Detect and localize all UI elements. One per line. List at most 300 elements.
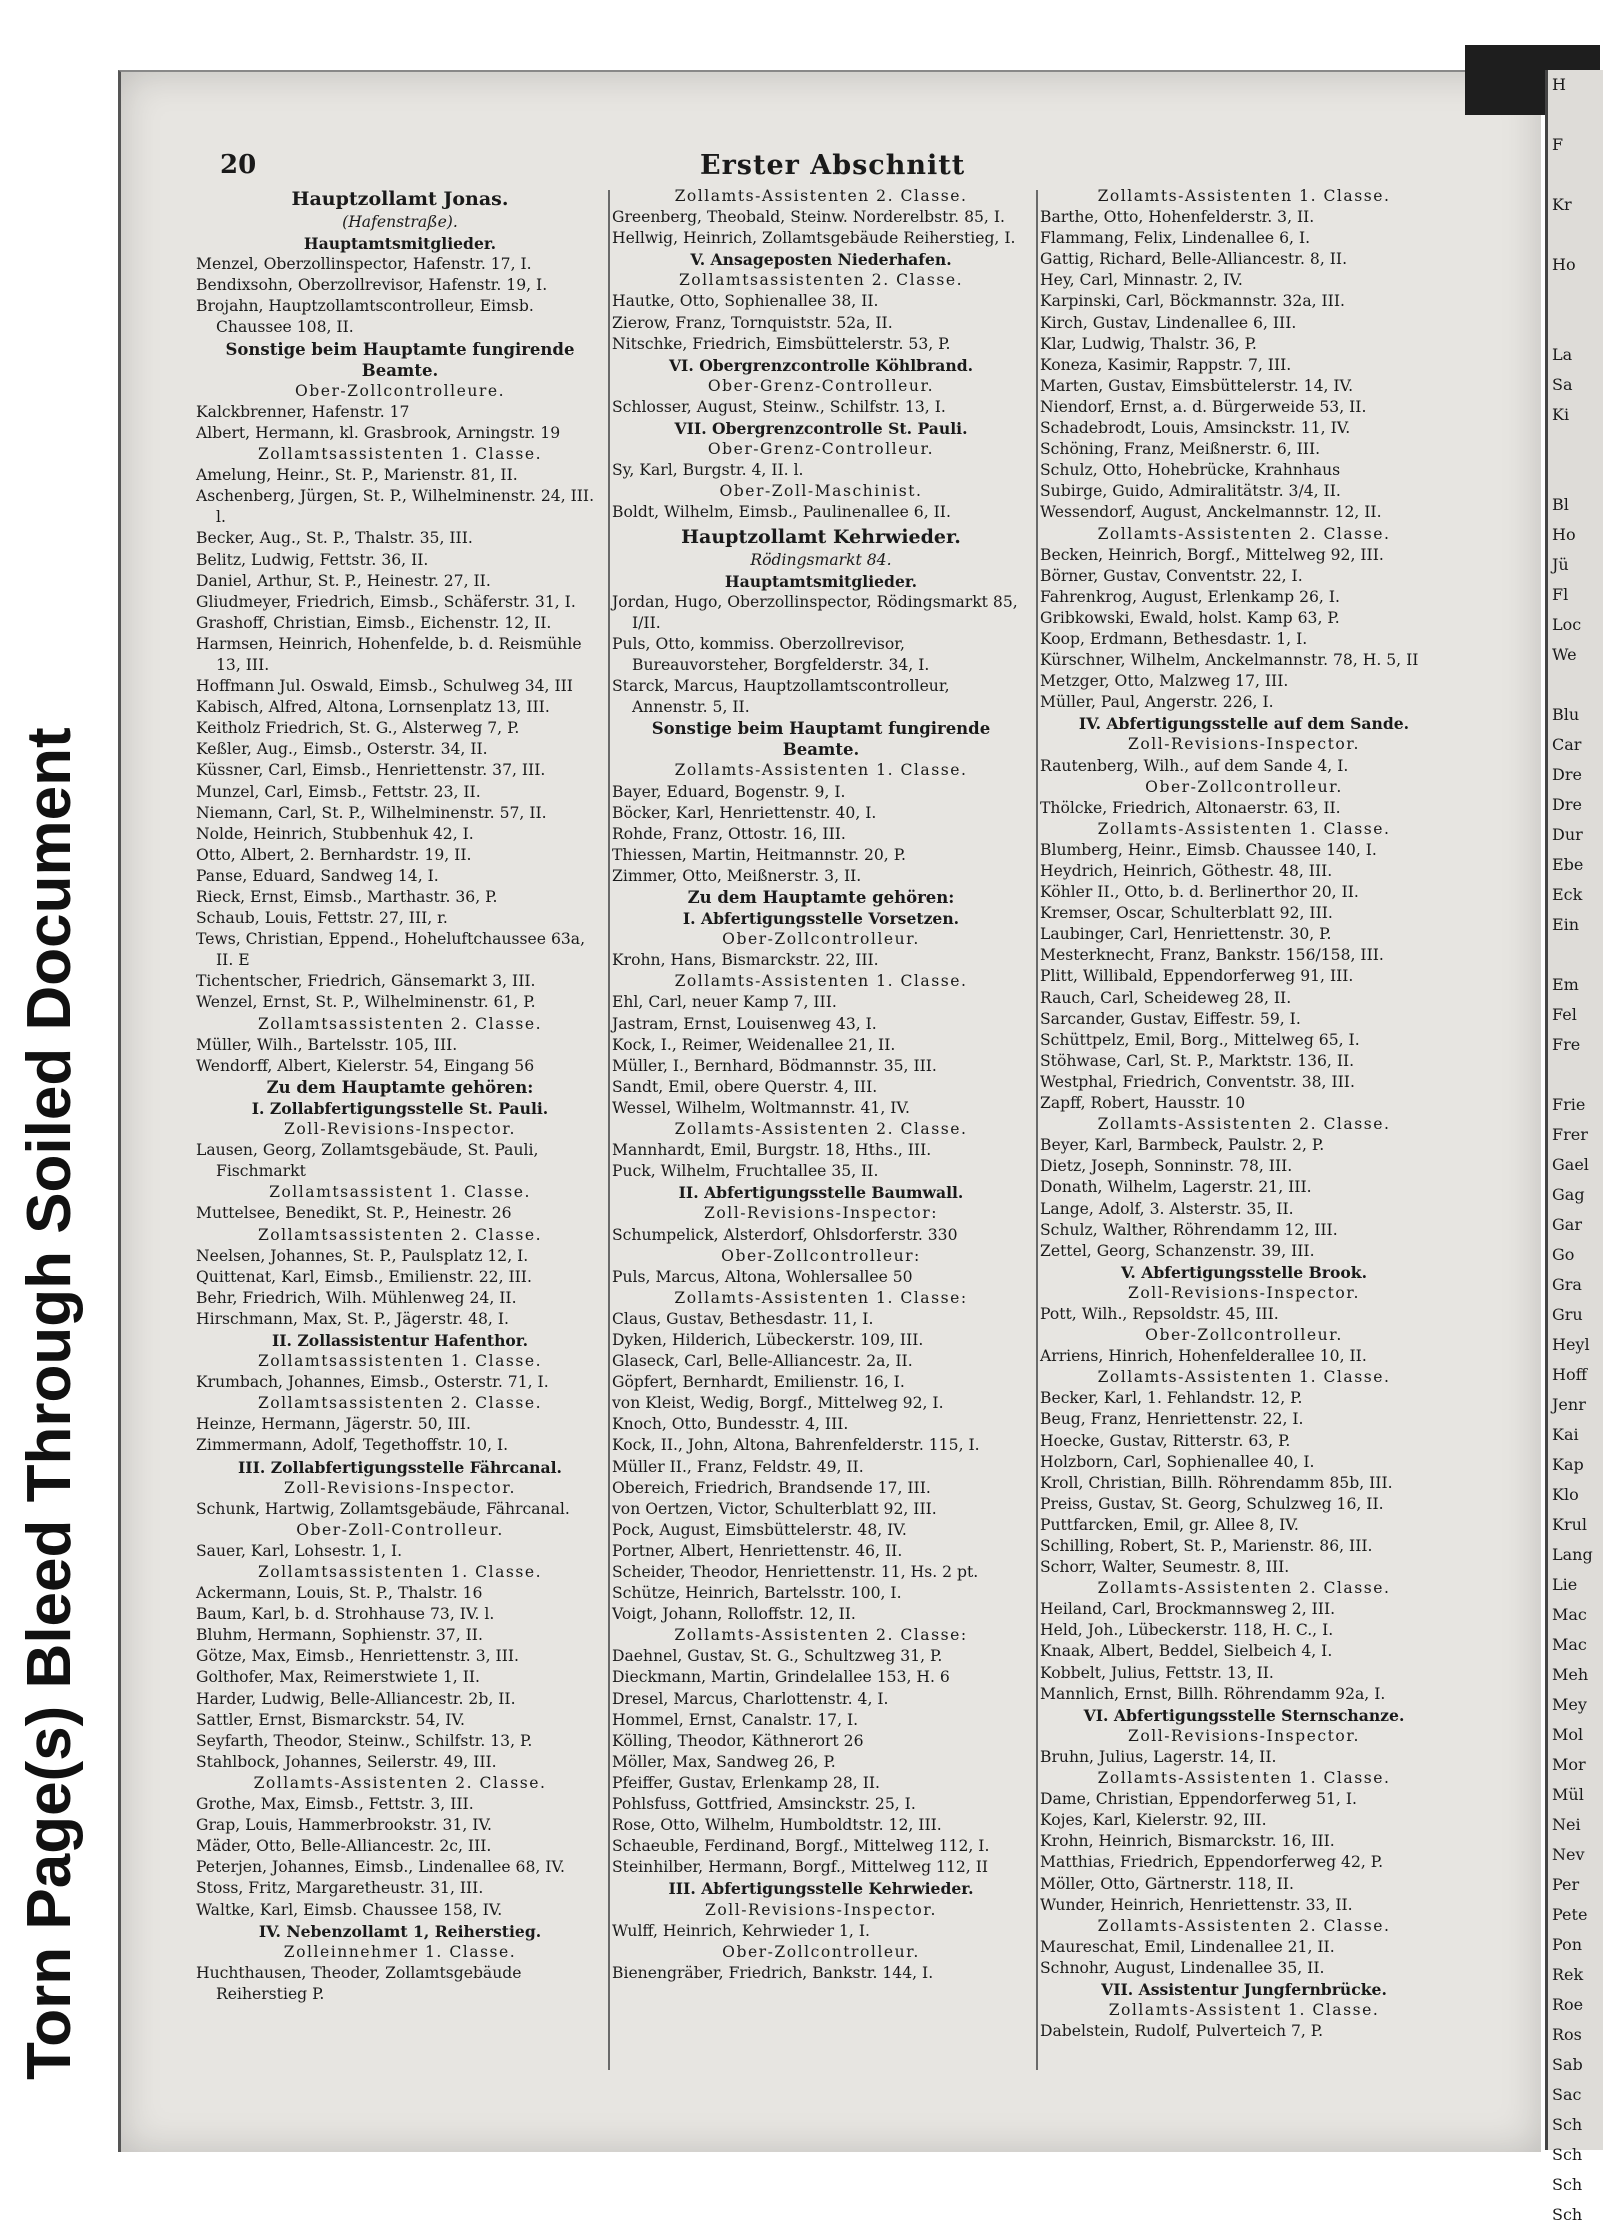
- section-heading: I. Zollabfertigungsstelle St. Pauli.: [251, 1098, 549, 1118]
- directory-entry: Daehnel, Gustav, St. G., Schultzweg 31, P.: [612, 1647, 943, 1666]
- rank-heading: Zoll-Revisions-Inspector.: [1128, 735, 1360, 754]
- directory-entry: Mannlich, Ernst, Billh. Röhrendamm 92a, I.: [1040, 1684, 1386, 1703]
- directory-entry: Thölcke, Friedrich, Altonaerstr. 63, II.: [1040, 798, 1341, 817]
- directory-entry: Sattler, Ernst, Bismarckstr. 54, IV.: [196, 1710, 465, 1729]
- directory-entry: Götze, Max, Eimsb., Henriettenstr. 3, III.: [196, 1647, 519, 1666]
- adjacent-page-text: Klo: [1552, 1485, 1579, 1504]
- directory-entry: Nitschke, Friedrich, Eimsbüttelerstr. 53, P.: [612, 334, 951, 353]
- section-heading: VI. Obergrenzcontrolle Köhlbrand.: [668, 355, 974, 375]
- directory-entry: Börner, Gustav, Conventstr. 22, I.: [1040, 566, 1303, 585]
- directory-entry: von Oertzen, Victor, Schulterblatt 92, III.: [612, 1499, 937, 1518]
- directory-entry: Schöning, Franz, Meißnerstr. 6, III.: [1040, 440, 1321, 459]
- section-heading: VII. Obergrenzcontrolle St. Pauli.: [674, 419, 968, 439]
- directory-entry: Tews, Christian, Eppend., Hoheluftchaussee 63a, II. E: [196, 930, 586, 970]
- directory-entry: Pock, August, Eimsbüttelerstr. 48, IV.: [612, 1520, 907, 1539]
- directory-entry: Bienengräber, Friedrich, Bankstr. 144, I.: [612, 1963, 934, 1982]
- adjacent-page-text: Gra: [1552, 1275, 1582, 1294]
- rank-heading: Zollamts-Assistenten 2. Classe.: [1097, 1115, 1391, 1134]
- directory-entry: Puttfarcken, Emil, gr. Allee 8, IV.: [1040, 1515, 1299, 1534]
- directory-entry: Zierow, Franz, Tornquiststr. 52a, II.: [612, 313, 893, 332]
- directory-entry: Plitt, Willibald, Eppendorferweg 91, III.: [1040, 967, 1354, 986]
- directory-entry: Puls, Marcus, Altona, Wohlersallee 50: [612, 1267, 913, 1286]
- directory-entry: Aschenberg, Jürgen, St. P., Wilhelminenstr. 24, III. l.: [196, 487, 595, 527]
- adjacent-page-text: Ki: [1552, 405, 1570, 424]
- adjacent-page-text: Sab: [1552, 2055, 1583, 2074]
- adjacent-page-text: Go: [1552, 1245, 1575, 1264]
- directory-entry: Bruhn, Julius, Lagerstr. 14, II.: [1040, 1747, 1277, 1766]
- adjacent-page-text: Dre: [1552, 795, 1582, 814]
- adjacent-page-text: Rek: [1552, 1965, 1584, 1984]
- adjacent-page-text: Sch: [1552, 2145, 1583, 2164]
- adjacent-page-text: Pon: [1552, 1935, 1583, 1954]
- directory-entry: Schadebrodt, Louis, Amsinckstr. 11, IV.: [1040, 419, 1351, 438]
- rank-heading: Zoll-Revisions-Inspector:: [704, 1204, 938, 1223]
- directory-entry: Kock, I., Reimer, Weidenallee 21, II.: [612, 1035, 896, 1054]
- directory-entry: Schüttpelz, Emil, Borg., Mittelweg 65, I.: [1040, 1030, 1360, 1049]
- directory-entry: Quittenat, Karl, Eimsb., Emilienstr. 22, III.: [196, 1267, 532, 1286]
- directory-entry: Niendorf, Ernst, a. d. Bürgerweide 53, II.: [1040, 397, 1367, 416]
- adjacent-page-text: [1548, 160, 1603, 190]
- directory-entry: Mesterknecht, Franz, Bankstr. 156/158, III.: [1040, 946, 1384, 965]
- adjacent-page-text: [1548, 940, 1603, 970]
- section-heading: VI. Abfertigungsstelle Sternschanze.: [1083, 1705, 1405, 1725]
- adjacent-page-text: Krul: [1552, 1515, 1588, 1534]
- directory-entry: Thiessen, Martin, Heitmannstr. 20, P.: [612, 845, 906, 864]
- directory-entry: Heydrich, Heinrich, Göthestr. 48, III.: [1040, 862, 1333, 880]
- directory-entry: Krohn, Heinrich, Bismarckstr. 16, III.: [1040, 1832, 1335, 1851]
- condition-stamp: Torn Page(s) Bleed Through Soiled Document: [15, 727, 84, 2080]
- directory-entry: Beyer, Karl, Barmbeck, Paulstr. 2, P.: [1040, 1136, 1325, 1155]
- adjacent-page-text: Mor: [1552, 1755, 1586, 1774]
- directory-entry: Belitz, Ludwig, Fettstr. 36, II.: [196, 550, 429, 569]
- adjacent-page-text: Mey: [1552, 1695, 1587, 1714]
- rank-heading: Zoll-Revisions-Inspector.: [1128, 1283, 1360, 1302]
- adjacent-page-text: Loc: [1552, 615, 1582, 634]
- adjacent-page-text: Heyl: [1552, 1335, 1590, 1354]
- rank-heading: Ober-Zollcontrolleur.: [1145, 1326, 1343, 1345]
- directory-entry: Becker, Aug., St. P., Thalstr. 35, III.: [196, 529, 473, 548]
- directory-entry: Marten, Gustav, Eimsbüttelerstr. 14, IV.: [1040, 376, 1354, 395]
- directory-entry: Mannhardt, Emil, Burgstr. 18, Hths., III.: [612, 1141, 932, 1160]
- directory-entry: Gattig, Richard, Belle-Alliancestr. 8, II.: [1040, 250, 1348, 269]
- directory-entry: Seyfarth, Theodor, Steinw., Schilfstr. 13, P.: [196, 1731, 533, 1750]
- directory-entry: Hellwig, Heinrich, Zollamtsgebäude Reiherstieg, I.: [612, 229, 1016, 248]
- directory-entry: Puls, Otto, kommiss. Oberzollrevisor, Bureauvorsteher, Borgfelderstr. 34, I.: [612, 634, 930, 674]
- adjacent-page-text: Nev: [1552, 1845, 1585, 1864]
- adjacent-page-text: Kai: [1552, 1425, 1579, 1444]
- directory-entry: Pfeiffer, Gustav, Erlenkamp 28, II.: [612, 1773, 880, 1792]
- section-heading: I. Abfertigungsstelle Vorsetzen.: [682, 909, 960, 929]
- adjacent-page-text: Per: [1552, 1875, 1580, 1894]
- directory-entry: Kölling, Theodor, Käthnerort 26: [612, 1731, 864, 1750]
- directory-entry: Müller, Paul, Angerstr. 226, I.: [1040, 693, 1274, 712]
- directory-entry: Scheider, Theodor, Henriettenstr. 11, Hs. 2 pt.: [612, 1563, 979, 1581]
- directory-entry: Arriens, Hinrich, Hohenfelderallee 10, II.: [1040, 1347, 1367, 1366]
- adjacent-page-text: Dre: [1552, 765, 1582, 784]
- directory-entry: Donath, Wilhelm, Lagerstr. 21, III.: [1040, 1178, 1312, 1197]
- directory-entry: Blumberg, Heinr., Eimsb. Chaussee 140, I.: [1040, 840, 1377, 859]
- directory-entry: Boldt, Wilhelm, Eimsb., Paulinenallee 6, II.: [612, 503, 951, 522]
- adjacent-page-text: Fl: [1552, 585, 1569, 604]
- adjacent-page-text: Car: [1552, 735, 1582, 754]
- directory-entry: Harder, Ludwig, Belle-Alliancestr. 2b, II.: [196, 1689, 516, 1708]
- adjacent-page-text: Hoff: [1552, 1365, 1587, 1384]
- adjacent-page-text: [1548, 280, 1603, 310]
- directory-entry: Harmsen, Heinrich, Hohenfelde, b. d. Reismühle 13, III.: [196, 634, 582, 674]
- directory-entry: Stoss, Fritz, Margaretheustr. 31, III.: [196, 1879, 484, 1898]
- directory-entry: Maureschat, Emil, Lindenallee 21, II.: [1040, 1937, 1335, 1956]
- rank-heading: Ober-Grenz-Controlleur.: [707, 440, 935, 459]
- rank-heading: Zollamts-Assistent 1. Classe.: [1108, 2001, 1380, 2020]
- adjacent-page-text: Jü: [1552, 555, 1569, 574]
- directory-entry: Becker, Karl, 1. Fehlandstr. 12, P.: [1040, 1389, 1303, 1408]
- rank-heading: Zollamts-Assistenten 2. Classe.: [1097, 1916, 1391, 1935]
- directory-entry: Zettel, Georg, Schanzenstr. 39, III.: [1040, 1241, 1315, 1260]
- directory-entry: Kojes, Karl, Kielerstr. 92, III.: [1040, 1811, 1267, 1830]
- directory-entry: Köhler II., Otto, b. d. Berlinerthor 20, II.: [1040, 883, 1359, 902]
- adjacent-page-text: La: [1552, 345, 1573, 364]
- adjacent-page-text: Meh: [1552, 1665, 1589, 1684]
- adjacent-page-text: Bl: [1552, 495, 1569, 514]
- directory-entry: Krohn, Hans, Bismarckstr. 22, III.: [612, 951, 879, 970]
- adjacent-page-text: Dur: [1552, 825, 1583, 844]
- adjacent-page-text: Em: [1552, 975, 1579, 994]
- rank-heading: Zollamts-Assistenten 1. Classe.: [1097, 187, 1391, 205]
- directory-entry: Daniel, Arthur, St. P., Heinestr. 27, II.: [196, 571, 491, 590]
- directory-entry: Menzel, Oberzollinspector, Hafenstr. 17, I.: [196, 255, 532, 274]
- rank-heading: Zoll-Revisions-Inspector.: [284, 1478, 516, 1497]
- rank-heading: Zollamtsassistenten 2. Classe.: [257, 1014, 543, 1033]
- directory-entry: Kremser, Oscar, Schulterblatt 92, III.: [1040, 904, 1333, 923]
- adjacent-page-text: [1548, 100, 1603, 130]
- adjacent-page-text: Ein: [1552, 915, 1580, 934]
- directory-entry: Barthe, Otto, Hohenfelderstr. 3, II.: [1040, 208, 1315, 227]
- text-column-1: [196, 186, 604, 2086]
- directory-entry: Küssner, Carl, Eimsb., Henriettenstr. 37, III.: [196, 761, 546, 780]
- rank-heading: Ober-Zollcontrolleure.: [294, 381, 506, 400]
- directory-entry: Dabelstein, Rudolf, Pulverteich 7, P.: [1040, 2022, 1324, 2041]
- directory-entry: Laubinger, Carl, Henriettenstr. 30, P.: [1040, 925, 1332, 944]
- directory-entry: Sauer, Karl, Lohsestr. 1, I.: [196, 1541, 403, 1560]
- directory-entry: Schorr, Walter, Seumestr. 8, III.: [1040, 1558, 1290, 1577]
- adjacent-page-text: Fre: [1552, 1035, 1581, 1054]
- directory-entry: Flammang, Felix, Lindenallee 6, I.: [1040, 229, 1311, 248]
- adjacent-page-text: [1548, 310, 1603, 340]
- directory-entry: Knaak, Albert, Beddel, Sielbeich 4, I.: [1040, 1642, 1333, 1661]
- adjacent-page-text: Ros: [1552, 2025, 1582, 2044]
- directory-entry: Portner, Albert, Henriettenstr. 46, II.: [612, 1541, 903, 1560]
- adjacent-page-text: Ho: [1552, 255, 1576, 274]
- rank-heading: Zoll-Revisions-Inspector.: [1128, 1726, 1360, 1745]
- directory-entry: Obereich, Friedrich, Brandsende 17, III.: [612, 1478, 931, 1497]
- rank-heading: Zollamts-Assistenten 2. Classe.: [1097, 524, 1391, 543]
- directory-entry: Amelung, Heinr., St. P., Marienstr. 81, II.: [196, 466, 518, 485]
- rank-heading: Zollamts-Assistenten 1. Classe.: [1097, 1769, 1391, 1788]
- directory-entry: Panse, Eduard, Sandweg 14, I.: [196, 866, 439, 885]
- directory-entry: Grothe, Max, Eimsb., Fettstr. 3, III.: [196, 1795, 474, 1814]
- page-number: 20: [220, 150, 257, 180]
- directory-entry: Sandt, Emil, obere Querstr. 4, III.: [612, 1077, 878, 1096]
- adjacent-page-text: Sac: [1552, 2085, 1582, 2104]
- directory-entry: Gliudmeyer, Friedrich, Eimsb., Schäferstr. 31, I.: [196, 592, 576, 611]
- directory-entry: Rohde, Franz, Ottostr. 16, III.: [612, 824, 846, 843]
- directory-entry: Zapff, Robert, Hausstr. 10: [1040, 1094, 1246, 1113]
- office-title: Hauptzollamt Jonas.: [291, 188, 509, 210]
- directory-entry: Ehl, Carl, neuer Kamp 7, III.: [612, 993, 837, 1012]
- adjacent-page-text: Roe: [1552, 1995, 1584, 2014]
- directory-entry: Muttelsee, Benedikt, St. P., Heinestr. 26: [196, 1204, 512, 1223]
- directory-entry: Stahlbock, Johannes, Seilerstr. 49, III.: [196, 1752, 497, 1771]
- adjacent-page-text: Mac: [1552, 1635, 1587, 1654]
- directory-entry: Koop, Erdmann, Bethesdastr. 1, I.: [1040, 629, 1308, 648]
- rank-heading: Ober-Zollcontrolleur.: [722, 1942, 920, 1961]
- adjacent-page-text: [1548, 670, 1603, 700]
- directory-entry: Hoecke, Gustav, Ritterstr. 63, P.: [1040, 1431, 1291, 1450]
- adjacent-page-text: Mül: [1552, 1785, 1584, 1804]
- directory-entry: Wendorff, Albert, Kielerstr. 54, Eingang 56: [196, 1056, 535, 1075]
- directory-entry: Böcker, Karl, Henriettenstr. 40, I.: [612, 803, 877, 822]
- rank-heading: Zollamts-Assistenten 2. Classe.: [1097, 1579, 1391, 1598]
- directory-entry: Dresel, Marcus, Charlottenstr. 4, I.: [612, 1689, 889, 1708]
- directory-entry: Koneza, Kasimir, Rappstr. 7, III.: [1040, 355, 1292, 374]
- directory-entry: Zimmermann, Adolf, Tegethoffstr. 10, I.: [196, 1436, 509, 1455]
- directory-entry: Dieckmann, Martin, Grindelallee 153, H. 6: [612, 1668, 950, 1687]
- directory-entry: Rautenberg, Wilh., auf dem Sande 4, I.: [1040, 756, 1349, 775]
- directory-entry: Nolde, Heinrich, Stubbenhuk 42, I.: [196, 824, 474, 843]
- directory-entry: Jastram, Ernst, Louisenweg 43, I.: [612, 1014, 877, 1033]
- directory-entry: Rieck, Ernst, Eimsb., Marthastr. 36, P.: [196, 888, 498, 906]
- rank-heading: Zollamtsassistenten 1. Classe.: [257, 445, 543, 464]
- rank-heading: Zollamts-Assistenten 1. Classe.: [1097, 1368, 1391, 1387]
- directory-entry: Möller, Otto, Gärtnerstr. 118, II.: [1040, 1874, 1294, 1893]
- directory-entry: Albert, Hermann, kl. Grasbrook, Arningstr. 19: [196, 423, 561, 442]
- column-rule: [608, 190, 610, 2070]
- directory-entry: Müller, Wilh., Bartelsstr. 105, III.: [196, 1035, 458, 1054]
- directory-entry: Kroll, Christian, Billh. Röhrendamm 85b, III.: [1040, 1473, 1393, 1492]
- directory-entry: Stöhwase, Carl, St. P., Marktstr. 136, II.: [1040, 1051, 1355, 1070]
- office-address: Rödingsmarkt 84.: [750, 550, 892, 569]
- section-heading: III. Zollabfertigungsstelle Fährcanal.: [238, 1457, 562, 1477]
- adjacent-page-text: Mol: [1552, 1725, 1584, 1744]
- section-heading: III. Abfertigungsstelle Kehrwieder.: [668, 1879, 974, 1899]
- directory-entry: Dame, Christian, Eppendorferweg 51, I.: [1040, 1790, 1357, 1809]
- directory-entry: Golthofer, Max, Reimerstwiete 1, II.: [196, 1668, 480, 1687]
- directory-entry: Schilling, Robert, St. P., Marienstr. 86, III.: [1040, 1537, 1373, 1555]
- adjacent-page-text: Gael: [1552, 1155, 1589, 1174]
- directory-entry: Schaub, Louis, Fettstr. 27, III, r.: [196, 909, 448, 928]
- adjacent-page-text: Gar: [1552, 1215, 1582, 1234]
- directory-entry: Kabisch, Alfred, Altona, Lornsenplatz 13, III.: [196, 698, 550, 717]
- directory-entry: Schlosser, August, Steinw., Schilfstr. 13, I.: [612, 397, 946, 416]
- directory-entry: Becken, Heinrich, Borgf., Mittelweg 92, III.: [1040, 545, 1384, 564]
- rank-heading: Ober-Zoll-Maschinist.: [719, 482, 923, 501]
- section-heading: Hauptamtsmitglieder.: [724, 571, 918, 591]
- directory-entry: Jordan, Hugo, Oberzollinspector, Rödingsmarkt 85, I/II.: [612, 592, 1018, 632]
- rank-heading: Zollamts-Assistenten 1. Classe.: [674, 972, 968, 991]
- directory-entry: Bayer, Eduard, Bogenstr. 9, I.: [612, 782, 846, 801]
- adjacent-page-text: Lie: [1552, 1575, 1578, 1594]
- adjacent-page-text: Blu: [1552, 705, 1580, 724]
- directory-entry: Dietz, Joseph, Sonninstr. 78, III.: [1040, 1157, 1293, 1176]
- directory-entry: Lausen, Georg, Zollamtsgebäude, St. Pauli, Fischmarkt: [196, 1141, 539, 1181]
- directory-entry: Wulff, Heinrich, Kehrwieder 1, I.: [612, 1921, 870, 1940]
- directory-entry: Keitholz Friedrich, St. G., Alsterweg 7, P.: [196, 719, 520, 738]
- directory-entry: Otto, Albert, 2. Bernhardstr. 19, II.: [196, 845, 472, 864]
- adjacent-page-text: Gru: [1552, 1305, 1583, 1324]
- adjacent-page-text: Ebe: [1552, 855, 1584, 874]
- rank-heading: Zollamtsassistenten 1. Classe.: [257, 1352, 543, 1371]
- section-heading: IV. Nebenzollamt 1, Reiherstieg.: [258, 1921, 542, 1941]
- directory-entry: Schnohr, August, Lindenallee 35, II.: [1040, 1958, 1325, 1977]
- rank-heading: Ober-Grenz-Controlleur.: [707, 376, 935, 395]
- directory-entry: Huchthausen, Theoder, Zollamtsgebäude Reiherstieg P.: [196, 1963, 522, 2003]
- rank-heading: Zollamts-Assistenten 2. Classe:: [674, 1626, 968, 1645]
- office-address: (Hafenstraße).: [342, 213, 458, 231]
- adjacent-page-text: Sch: [1552, 2205, 1583, 2224]
- directory-entry: Claus, Gustav, Bethesdastr. 11, I.: [612, 1309, 874, 1328]
- rank-heading: Zollamts-Assistenten 1. Classe.: [674, 761, 968, 780]
- directory-entry: Bendixsohn, Oberzollrevisor, Hafenstr. 19, I.: [196, 276, 548, 295]
- directory-entry: Niemann, Carl, St. P., Wilhelminenstr. 57, II.: [196, 803, 547, 822]
- directory-entry: Gribkowski, Ewald, holst. Kamp 63, P.: [1040, 608, 1340, 627]
- directory-entry: Kürschner, Wilhelm, Anckelmannstr. 78, H. 5, II: [1040, 651, 1419, 670]
- adjacent-page-text: [1548, 430, 1603, 460]
- adjacent-page-text: Mac: [1552, 1605, 1587, 1624]
- directory-entry: Bluhm, Hermann, Sophienstr. 37, II.: [196, 1626, 483, 1645]
- directory-entry: Dyken, Hilderich, Lübeckerstr. 109, III.: [612, 1330, 924, 1349]
- directory-entry: Heiland, Carl, Brockmannsweg 2, III.: [1040, 1600, 1336, 1619]
- adjacent-page-text: We: [1552, 645, 1577, 664]
- directory-entry: Krumbach, Johannes, Eimsb., Osterstr. 71, I.: [196, 1373, 549, 1392]
- directory-entry: Heinze, Hermann, Jägerstr. 50, III.: [196, 1415, 471, 1434]
- section-heading: II. Abfertigungsstelle Baumwall.: [678, 1183, 964, 1203]
- section-heading: IV. Abfertigungsstelle auf dem Sande.: [1078, 714, 1410, 734]
- directory-entry: Brojahn, Hauptzollamtscontrolleur, Eimsb. Chaussee 108, II.: [196, 297, 534, 337]
- directory-entry: Matthias, Friedrich, Eppendorferweg 42, P.: [1040, 1853, 1384, 1872]
- directory-entry: Baum, Karl, b. d. Strohhause 73, IV. l.: [196, 1605, 495, 1624]
- adjacent-page-text: F: [1552, 135, 1564, 154]
- adjacent-page-text: Frie: [1552, 1095, 1586, 1114]
- directory-entry: Pohlsfuss, Gottfried, Amsinckstr. 25, I.: [612, 1795, 916, 1814]
- section-heading: II. Zollassistentur Hafenthor.: [271, 1330, 529, 1350]
- adjacent-page-text: Frer: [1552, 1125, 1588, 1144]
- directory-entry: Möller, Max, Sandweg 26, P.: [612, 1752, 836, 1771]
- directory-entry: Müller, I., Bernhard, Bödmannstr. 35, III.: [612, 1056, 937, 1075]
- directory-entry: Pott, Wilh., Repsoldstr. 45, III.: [1040, 1304, 1279, 1323]
- rank-heading: Zollamtsassistenten 1. Classe.: [257, 1563, 543, 1581]
- directory-entry: Schumpelick, Alsterdorf, Ohlsdorferstr. 330: [612, 1225, 958, 1244]
- rank-heading: Zoll-Revisions-Inspector.: [284, 1120, 516, 1139]
- directory-entry: Kalckbrenner, Hafenstr. 17: [196, 402, 410, 421]
- column-rule: [1036, 190, 1038, 2070]
- directory-entry: Steinhilber, Hermann, Borgf., Mittelweg 112, II: [612, 1858, 989, 1877]
- directory-entry: Peterjen, Johannes, Eimsb., Lindenallee 68, IV.: [196, 1858, 565, 1877]
- rank-heading: Zollamtsassistenten 2. Classe.: [257, 1394, 543, 1413]
- directory-entry: Müller II., Franz, Feldstr. 49, II.: [612, 1457, 864, 1476]
- section-heading: V. Abfertigungsstelle Brook.: [1121, 1262, 1367, 1282]
- directory-entry: Starck, Marcus, Hauptzollamtscontrolleur, Annenstr. 5, II.: [612, 677, 950, 717]
- directory-entry: Tichentscher, Friedrich, Gänsemarkt 3, III.: [196, 972, 536, 991]
- rank-heading: Zollamtsassistenten 2. Classe.: [257, 1225, 543, 1244]
- section-heading: V. Ansageposten Niederhafen.: [690, 250, 952, 270]
- directory-entry: Grashoff, Christian, Eimsb., Eichenstr. 12, II.: [196, 613, 552, 632]
- rank-heading: Zollamts-Assistenten 2. Classe.: [674, 187, 968, 205]
- rank-heading: Zolleinnehmer 1. Classe.: [283, 1942, 517, 1961]
- directory-entry: Kirch, Gustav, Lindenallee 6, III.: [1040, 313, 1297, 332]
- office-title: Hauptzollamt Kehrwieder.: [681, 525, 961, 548]
- section-subheading: Zu dem Hauptamte gehören:: [266, 1077, 534, 1097]
- running-head: Erster Abschnitt: [700, 150, 966, 181]
- section-subheading: Sonstige beim Hauptamte fungirende Beamte.: [225, 339, 575, 380]
- directory-entry: Sy, Karl, Burgstr. 4, II. l.: [612, 461, 804, 480]
- adjacent-page-text: Kr: [1552, 195, 1572, 214]
- rank-heading: Zollamts-Assistenten 2. Classe.: [674, 1120, 968, 1139]
- directory-entry: Kock, II., John, Altona, Bahrenfelderstr. 115, I.: [612, 1436, 980, 1455]
- rank-heading: Ober-Zollcontrolleur.: [722, 930, 920, 949]
- rank-heading: Zollamtsassistent 1. Classe.: [269, 1183, 531, 1202]
- directory-entry: Schunk, Hartwig, Zollamtsgebäude, Fährcanal.: [196, 1499, 570, 1518]
- section-heading: VII. Assistentur Jungfernbrücke.: [1101, 1979, 1387, 1999]
- directory-entry: Holzborn, Carl, Sophienallee 40, I.: [1040, 1452, 1315, 1471]
- adjacent-page-text: [1548, 1060, 1603, 1090]
- directory-entry: Klar, Ludwig, Thalstr. 36, P.: [1040, 334, 1257, 353]
- directory-entry: Beug, Franz, Henriettenstr. 22, I.: [1040, 1410, 1304, 1429]
- directory-entry: Voigt, Johann, Rolloffstr. 12, II.: [612, 1605, 856, 1624]
- directory-entry: Preiss, Gustav, St. Georg, Schulzweg 16, II.: [1040, 1494, 1384, 1513]
- section-subheading: Zu dem Hauptamte gehören:: [687, 888, 955, 907]
- directory-entry: Hommel, Ernst, Canalstr. 17, I.: [612, 1710, 859, 1729]
- directory-entry: Subirge, Guido, Admiralitätstr. 3/4, II.: [1040, 482, 1341, 501]
- adjacent-page-text: Jenr: [1552, 1395, 1586, 1414]
- directory-entry: Wenzel, Ernst, St. P., Wilhelminenstr. 61, P.: [196, 993, 536, 1012]
- adjacent-page-fragment: [1545, 70, 1603, 2224]
- directory-entry: Keßler, Aug., Eimsb., Osterstr. 34, II.: [196, 740, 488, 759]
- directory-entry: Waltke, Karl, Eimsb. Chaussee 158, IV.: [196, 1900, 503, 1919]
- directory-entry: Rauch, Carl, Scheideweg 28, II.: [1040, 988, 1292, 1007]
- directory-entry: Hey, Carl, Minnastr. 2, IV.: [1040, 271, 1243, 290]
- directory-entry: Neelsen, Johannes, St. P., Paulsplatz 12, I.: [196, 1246, 529, 1265]
- directory-entry: Held, Joh., Lübeckerstr. 118, H. C., I.: [1040, 1621, 1334, 1640]
- rank-heading: Ober-Zollcontrolleur.: [1145, 777, 1343, 796]
- adjacent-page-text: H: [1552, 75, 1566, 94]
- directory-entry: Schütze, Heinrich, Bartelsstr. 100, I.: [612, 1584, 902, 1603]
- adjacent-page-text: Sa: [1552, 375, 1573, 394]
- directory-entry: Rose, Otto, Wilhelm, Humboldtstr. 12, III.: [612, 1816, 942, 1835]
- adjacent-page-text: Fel: [1552, 1005, 1577, 1024]
- directory-entry: Hirschmann, Max, St. P., Jägerstr. 48, I.: [196, 1309, 509, 1328]
- rank-heading: Zollamts-Assistenten 2. Classe.: [253, 1773, 547, 1792]
- directory-entry: Knoch, Otto, Bundesstr. 4, III.: [612, 1415, 849, 1434]
- directory-entry: Grap, Louis, Hammerbrookstr. 31, IV.: [196, 1816, 492, 1835]
- directory-entry: Hoffmann Jul. Oswald, Eimsb., Schulweg 34, III: [196, 677, 573, 696]
- directory-entry: Karpinski, Carl, Böckmannstr. 32a, III.: [1040, 292, 1345, 311]
- directory-entry: Göpfert, Bernhardt, Emilienstr. 16, I.: [612, 1373, 905, 1392]
- section-subheading: Sonstige beim Hauptamt fungirende Beamte.: [651, 719, 991, 760]
- directory-entry: Fahrenkrog, August, Erlenkamp 26, I.: [1040, 587, 1340, 606]
- directory-entry: Hautke, Otto, Sophienallee 38, II.: [612, 292, 879, 311]
- directory-entry: Schulz, Otto, Hohebrücke, Krahnhaus: [1040, 461, 1341, 480]
- directory-entry: Puck, Wilhelm, Fruchtallee 35, II.: [612, 1162, 879, 1181]
- directory-entry: Metzger, Otto, Malzweg 17, III.: [1040, 672, 1289, 691]
- directory-entry: Zimmer, Otto, Meißnerstr. 3, II.: [612, 866, 862, 885]
- adjacent-page-text: Nei: [1552, 1815, 1581, 1834]
- section-heading: Hauptamtsmitglieder.: [303, 234, 497, 254]
- directory-entry: von Kleist, Wedig, Borgf., Mittelweg 92, I.: [612, 1394, 944, 1413]
- rank-heading: Zoll-Revisions-Inspector.: [705, 1900, 937, 1919]
- adjacent-page-text: [1548, 220, 1603, 250]
- text-column-3: [1040, 186, 1448, 2086]
- directory-entry: Glaseck, Carl, Belle-Alliancestr. 2a, II.: [612, 1352, 913, 1371]
